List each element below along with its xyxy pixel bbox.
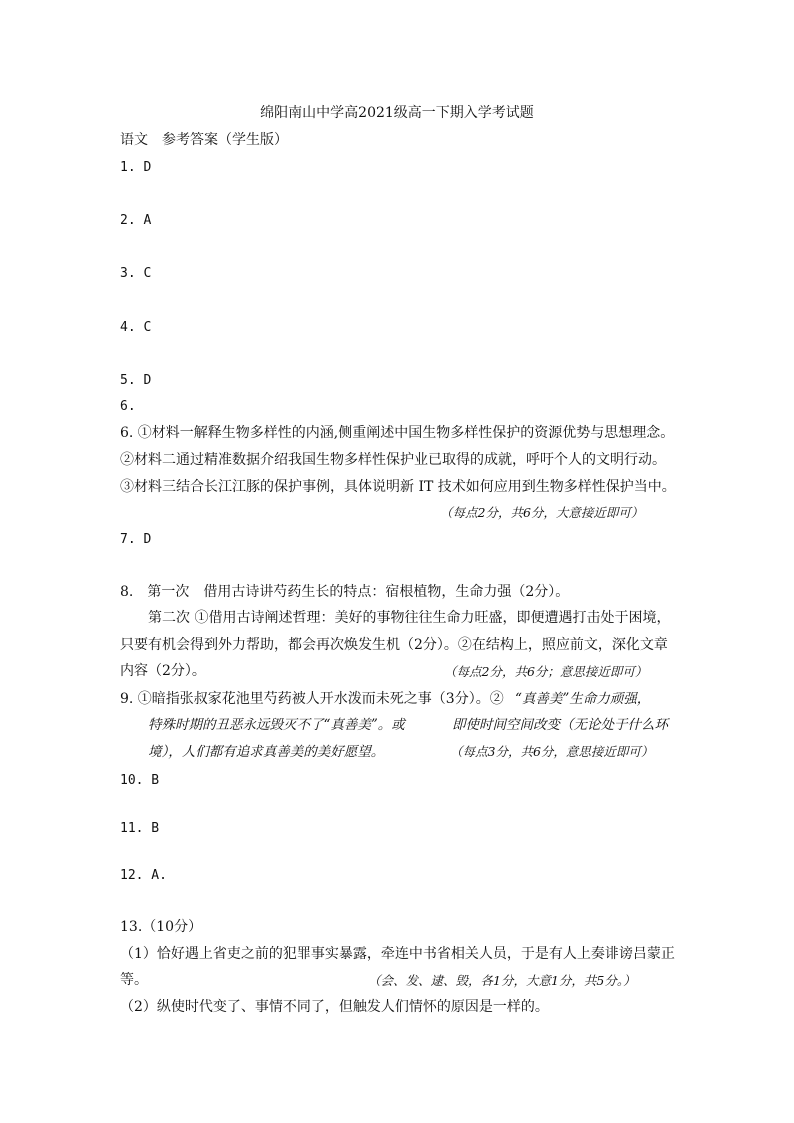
answer-8-line-3: 只要有机会得到外力帮助，都会再次焕发生机（2分）。②在结构上，照应前文，深化文章 <box>120 637 668 653</box>
answer-9-line-1: 9. ①暗指张叔家花池里芍药被人开水泼而未死之事（3分）。② <box>120 691 504 707</box>
answer-13-line-3: （2）纵使时代变了、事情不同了，但触发人们情怀的原因是一样的。 <box>120 999 549 1015</box>
answer-13-scoring-note: （会、发、逮、毁，各1分，大意1分，共5分。） <box>368 973 636 988</box>
page-subtitle: 语文 参考答案（学生版） <box>120 132 288 148</box>
answer-8-line-1: 8. 第一次 借用古诗讲芍药生长的特点：宿根植物，生命力强（2分）。 <box>120 584 570 600</box>
answer-6-heading: 6. <box>120 399 136 414</box>
answer-9-line-3: 境），人们都有追求真善美的美好愿望。 <box>148 744 385 760</box>
answer-11: 11. B <box>120 821 160 836</box>
answer-2: 2. A <box>120 213 152 228</box>
answer-6-scoring-note: （每点2分，共6分，大意接近即可） <box>440 505 644 520</box>
answer-10: 10. B <box>120 773 160 788</box>
answer-13-heading: 13.（10分） <box>120 919 203 935</box>
answer-6-line-2: ②材料二通过精准数据介绍我国生物多样性保护业已取得的成就，呼吁个人的文明行动。 <box>120 452 666 468</box>
answer-8-line-2: 第二次 ①借用古诗阐述哲理：美好的事物往往生命力旺盛，即便遭遇打击处于困境， <box>148 610 671 626</box>
answer-6-line-1: 6. ①材料一解释生物多样性的内涵,侧重阐述中国生物多样性保护的资源优势与思想理念。 <box>120 425 675 441</box>
answer-9-scoring-note: （每点3分，共6分，意思接近即可） <box>450 744 654 759</box>
answer-8-line-4: 内容（2分）。 <box>120 663 206 679</box>
answer-1: 1. D <box>120 160 152 175</box>
answer-13-line-2: 等。 <box>120 972 148 988</box>
page-title: 绵阳南山中学高2021级高一下期入学考试题 <box>260 105 534 121</box>
answer-9-line-1-handwritten: “真善美”生命力顽强， <box>515 691 651 707</box>
answer-3: 3. C <box>120 266 152 281</box>
answer-13-line-1: （1）恰好遇上省吏之前的犯罪事实暴露，牵连中书省相关人员，于是有人上奏诽谤吕蒙正 <box>120 946 675 962</box>
answer-4: 4. C <box>120 320 152 335</box>
answer-9-line-2: 特殊时期的丑恶永远毁灭不了“真善美”。或 <box>148 717 405 733</box>
answer-6-line-3: ③材料三结合长江江豚的保护事例，具体说明新 IT 技术如何应用到生物多样性保护当中。 <box>120 479 676 495</box>
answer-5: 5. D <box>120 373 152 388</box>
answer-8-scoring-note: （每点2分，共6分；意思接近即可） <box>444 664 648 679</box>
answer-9-line-2-alt: 即使时间空间改变（无论处于什么环 <box>452 717 668 733</box>
answer-12: 12. A. <box>120 868 167 883</box>
answer-7: 7. D <box>120 532 152 547</box>
